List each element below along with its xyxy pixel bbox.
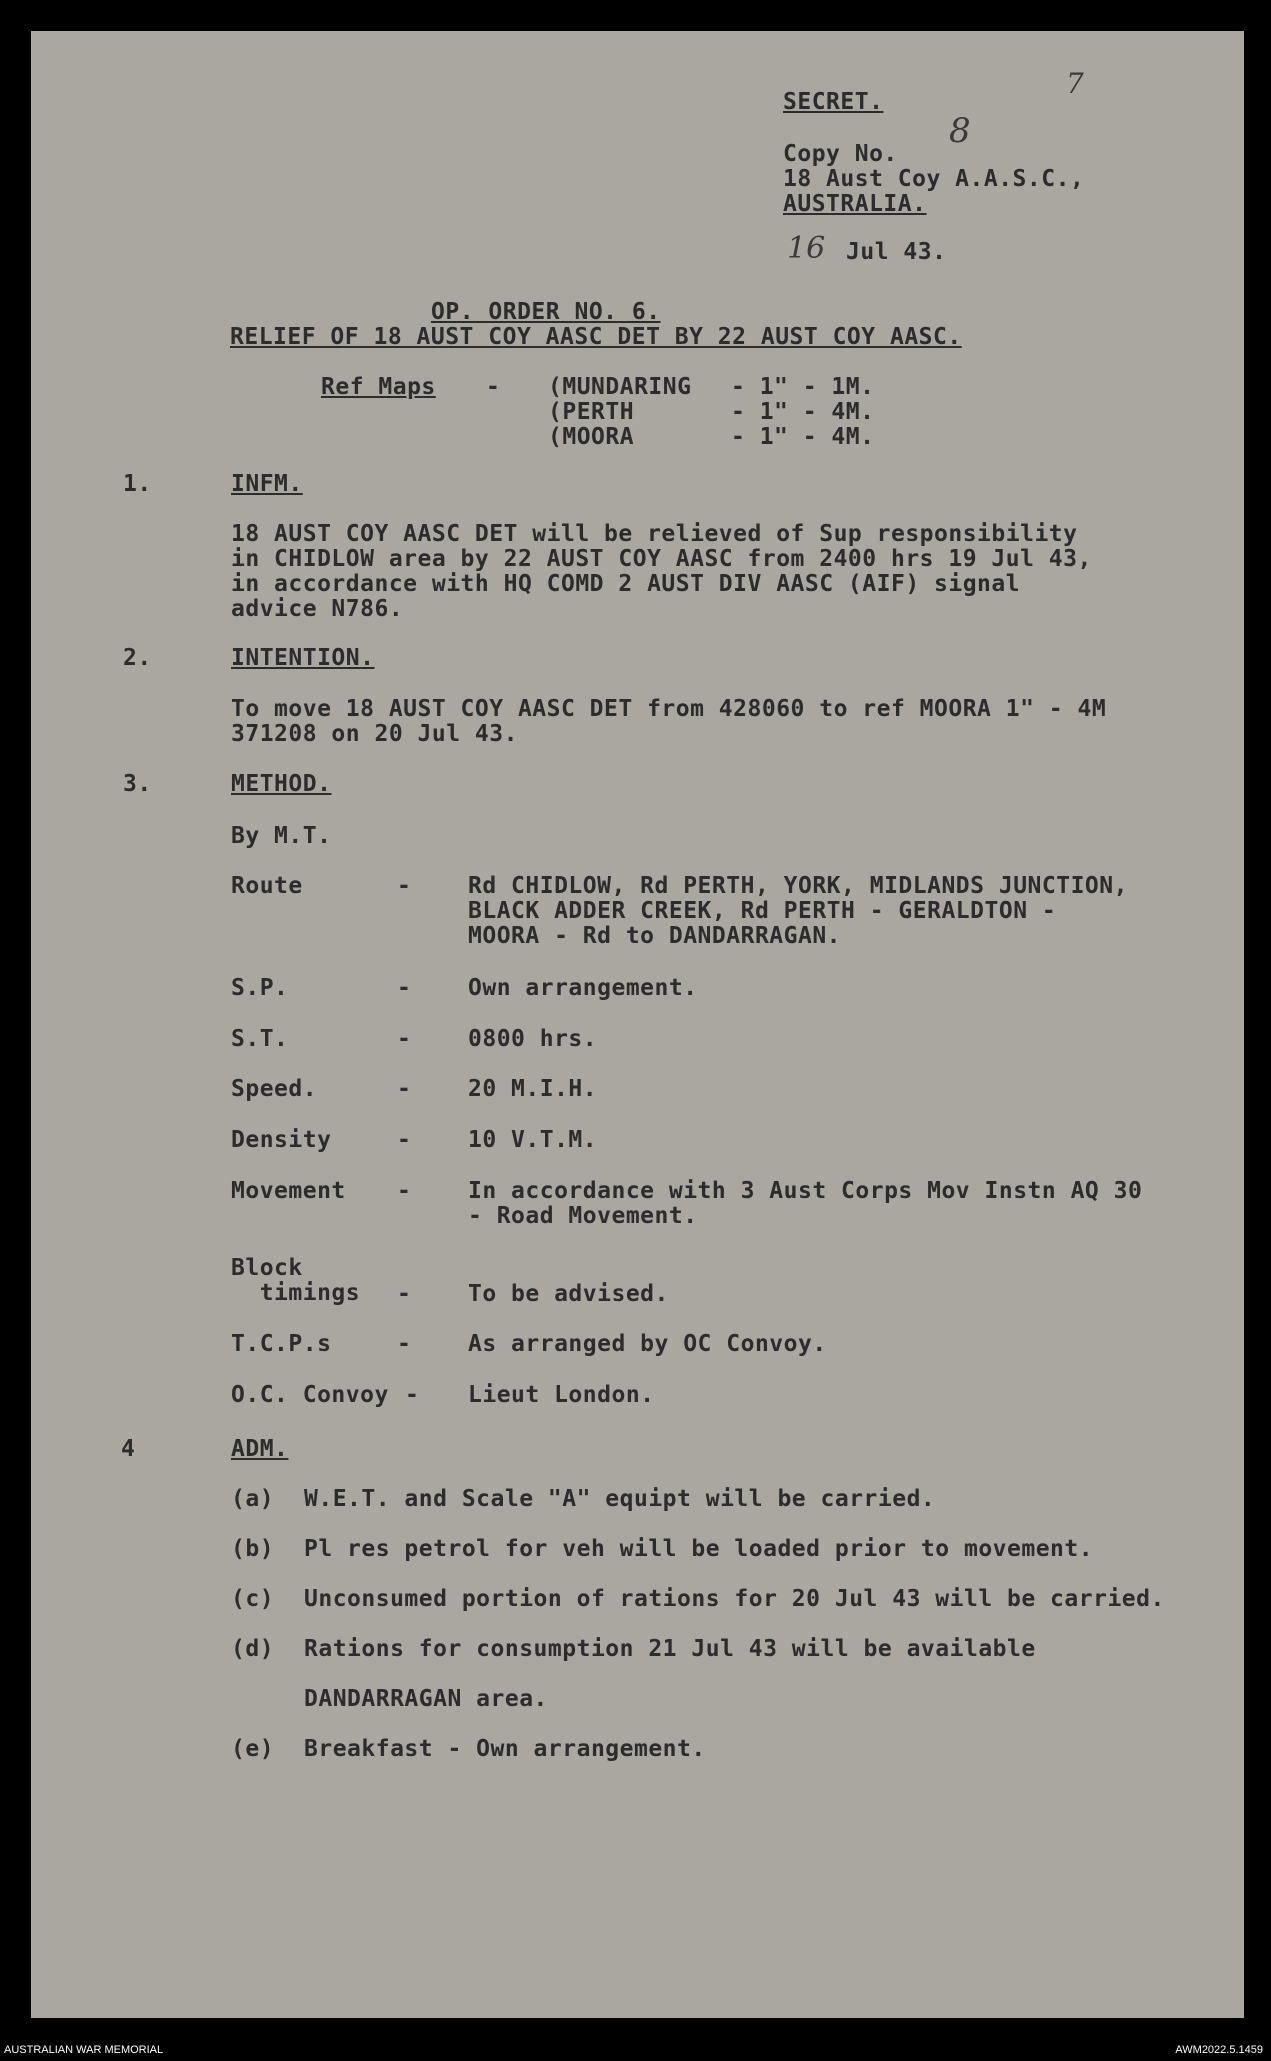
copy-no-value: 8 [949,111,971,151]
method-label: T.C.P.s [231,1331,332,1357]
method-dash: - [397,1026,412,1052]
method-value: Lieut London. [468,1382,655,1408]
section-2-line: To move 18 AUST COY AASC DET from 428060 to ref MOORA 1" - 4M [231,696,1107,722]
method-dash: - [397,1076,412,1102]
method-value: BLACK ADDER CREEK, Rd PERTH - GERALDTON - [468,898,1057,924]
method-dash: - [397,1127,412,1153]
unit: 18 Aust Coy A.A.S.C., [783,166,1085,192]
method-value: Rd CHIDLOW, Rd PERTH, YORK, MIDLANDS JUNCTION, [468,873,1128,899]
adm-item-letter: (a) [231,1486,275,1512]
method-dash: - [397,873,412,899]
method-dash: - [405,1382,420,1408]
method-value: 20 M.I.H. [468,1076,598,1102]
location: AUSTRALIA. [783,191,927,217]
method-dash: - [397,1281,412,1307]
section-1-line: 18 AUST COY AASC DET will be relieved of Sup responsibility [231,521,1078,547]
method-label: S.P. [231,975,289,1001]
map-scale: - 1" - 4M. [731,424,875,450]
section-3-number: 3. [123,771,152,797]
document-page [31,31,1244,2018]
corner-mark: 7 [1066,67,1084,100]
adm-item-letter: (e) [231,1736,275,1762]
adm-item-text: Pl res petrol for veh will be loaded prior to movement. [304,1536,1094,1562]
archive-footer [0,2039,1271,2061]
method-value: - Road Movement. [468,1203,698,1229]
adm-item-letter: (d) [231,1636,275,1662]
map-scale: - 1" - 4M. [731,399,875,425]
section-1-line: in CHIDLOW area by 22 AUST COY AASC from 2400 hrs 19 Jul 43, [231,546,1092,572]
method-value: As arranged by OC Convoy. [468,1331,827,1357]
copy-no-label: Copy No. [783,141,898,167]
section-2-heading: INTENTION. [231,645,375,671]
method-value: 0800 hrs. [468,1026,598,1052]
section-1-line: in accordance with HQ COMD 2 AUST DIV AASC (AIF) signal [231,571,1021,597]
order-title: OP. ORDER NO. 6. [431,299,661,325]
section-1-number: 1. [123,471,152,497]
method-label: Density [231,1127,332,1153]
footer-reference: AWM2022.5.1459 [1175,2044,1263,2056]
method-value: To be advised. [468,1281,669,1307]
date-day: 16 [787,231,826,266]
method-value: Own arrangement. [468,975,698,1001]
method-label: Speed. [231,1076,318,1102]
date-rest: Jul 43. [846,239,947,265]
method-label: Block timings [231,1255,361,1306]
ref-maps-label: Ref Maps [321,374,436,400]
method-value: 10 V.T.M. [468,1127,598,1153]
adm-item-letter: (c) [231,1586,275,1612]
footer-source: AUSTRALIAN WAR MEMORIAL [4,2044,164,2056]
map-name: (PERTH [548,399,635,425]
adm-item-text: W.E.T. and Scale "A" equipt will be carried. [304,1486,936,1512]
method-by: By M.T. [231,823,332,849]
adm-item-letter: (b) [231,1536,275,1562]
ref-maps-dash: - [486,374,501,400]
section-2-number: 2. [123,645,152,671]
map-scale: - 1" - 1M. [731,374,875,400]
method-value: MOORA - Rd to DANDARRAGAN. [468,923,842,949]
method-value: In accordance with 3 Aust Corps Mov Instn AQ 30 [468,1178,1143,1204]
method-dash: - [397,975,412,1001]
adm-item-text: Unconsumed portion of rations for 20 Jul 43 will be carried. [304,1586,1165,1612]
method-label: Route [231,873,303,899]
section-1-line: advice N786. [231,596,404,622]
classification: SECRET. [783,89,884,115]
map-name: (MUNDARING [548,374,692,400]
method-label: O.C. Convoy [231,1382,389,1408]
order-subject: RELIEF OF 18 AUST COY AASC DET BY 22 AUST COY AASC. [230,324,962,350]
map-name: (MOORA [548,424,635,450]
method-label: S.T. [231,1026,289,1052]
method-dash: - [397,1178,412,1204]
section-3-heading: METHOD. [231,771,332,797]
adm-item-text: DANDARRAGAN area. [304,1686,548,1712]
section-4-number: 4 [121,1436,136,1462]
method-label: Movement [231,1178,346,1204]
section-4-heading: ADM. [231,1436,289,1462]
section-2-line: 371208 on 20 Jul 43. [231,721,518,747]
adm-item-text: Breakfast - Own arrangement. [304,1736,706,1762]
method-dash: - [397,1331,412,1357]
section-1-heading: INFM. [231,471,303,497]
adm-item-text: Rations for consumption 21 Jul 43 will be available [304,1636,1036,1662]
